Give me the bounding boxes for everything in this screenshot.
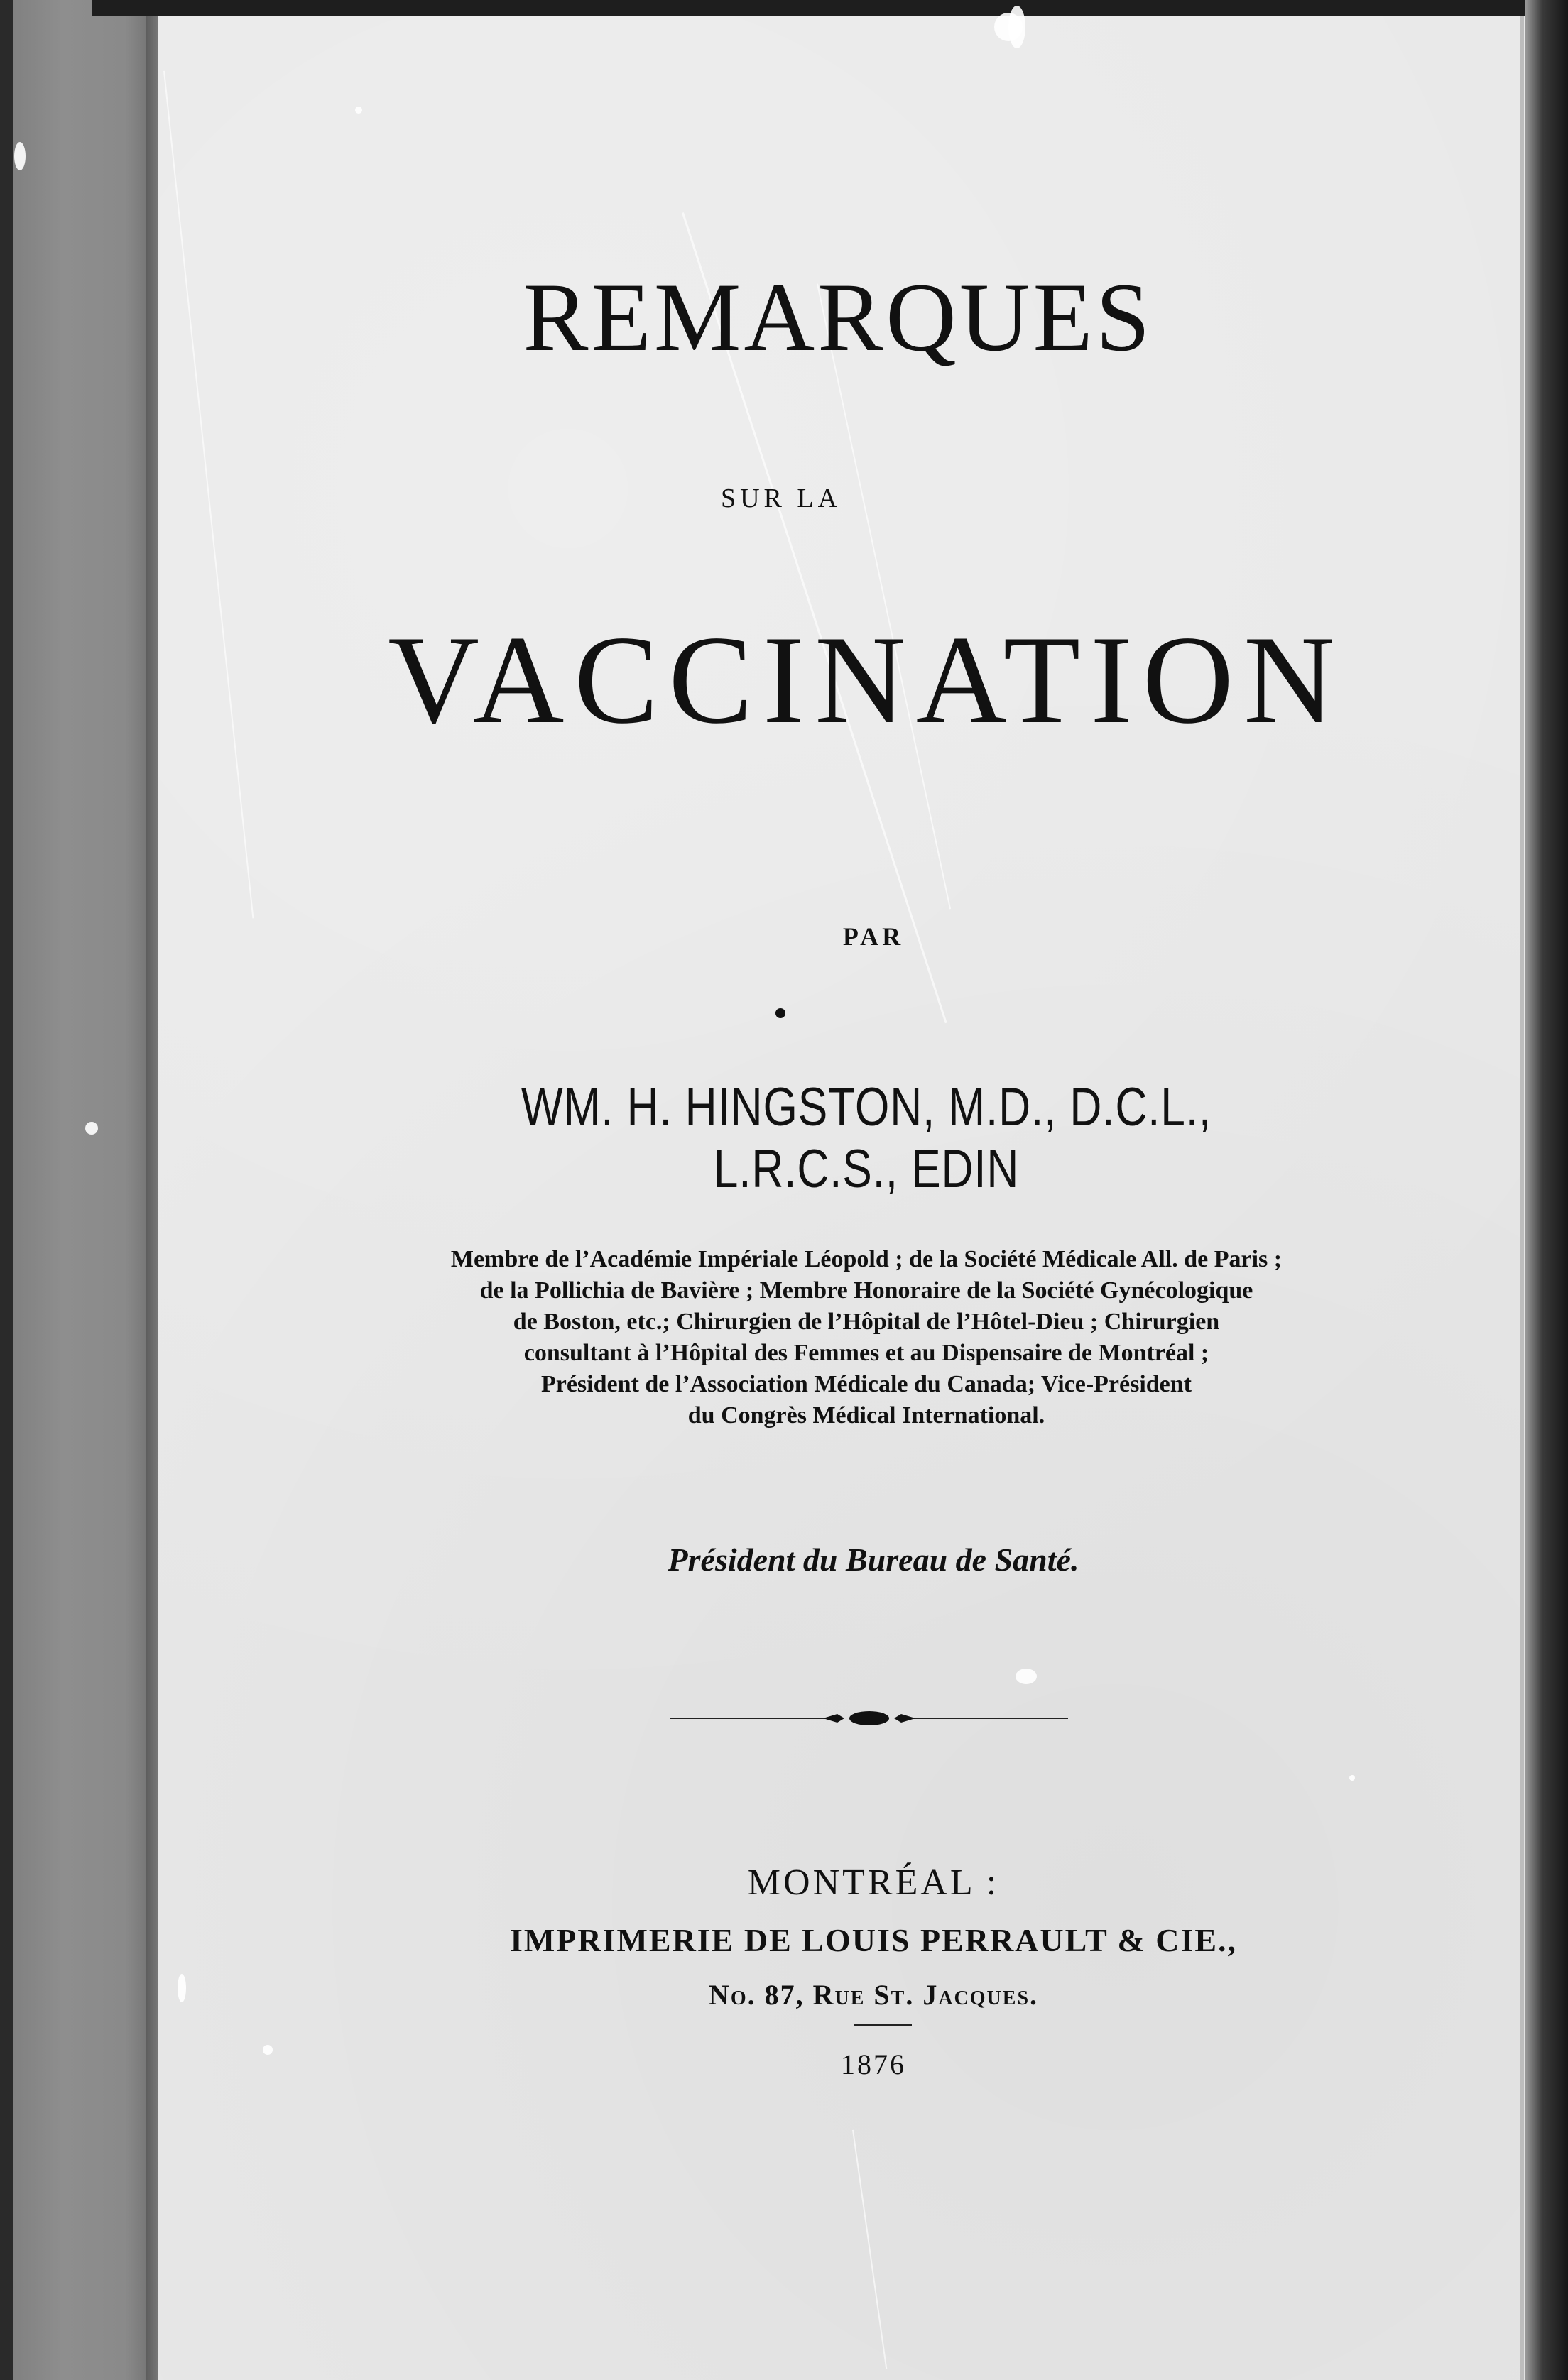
- ornament-divider: [670, 1704, 1068, 1732]
- credential-line: Président de l’Association Médicale du Canada; Vice-Président: [540, 1371, 1192, 1397]
- imprint-city: MONTRÉAL :: [747, 1862, 1000, 1903]
- scan-edge-right: [1525, 0, 1568, 2380]
- scan-speck: [355, 107, 362, 114]
- scan-speck: [1016, 1669, 1037, 1684]
- by-label: PAR: [842, 922, 905, 951]
- scan-edge-left: [0, 0, 13, 2380]
- scan-speck: [263, 2045, 273, 2055]
- credential-line: de la Pollichia de Bavière ; Membre Honoraire de la Société Gynécologique: [479, 1277, 1253, 1304]
- scan-edge-top: [92, 0, 1568, 16]
- page-right-edge: [1520, 16, 1524, 2380]
- author-credentials: [298, 1244, 1434, 1431]
- title-remarques: REMARQUES: [523, 263, 1153, 371]
- scan-speck: [178, 1974, 186, 2002]
- scan-speck: [1349, 1775, 1355, 1781]
- book-binding: [0, 0, 156, 2380]
- title-vaccination: VACCINATION: [388, 609, 1345, 750]
- credential-line: consultant à l’Hôpital des Femmes et au Dispensaire de Montréal ;: [523, 1340, 1209, 1366]
- scan-speck: [1008, 6, 1025, 48]
- credential-line: du Congrès Médical International.: [687, 1402, 1045, 1429]
- bullet-dot: [775, 1008, 785, 1018]
- scan-speck: [14, 142, 26, 170]
- scan-speck: [85, 1122, 98, 1135]
- publication-year: 1876: [841, 2048, 906, 2080]
- bureau-title: Président du Bureau de Santé.: [668, 1541, 1079, 1578]
- imprint-address: No. 87, Rue St. Jacques.: [708, 1979, 1039, 2011]
- imprint-rule: [854, 2024, 912, 2026]
- credential-line: Membre de l’Académie Impériale Léopold ; de la Société Médicale All. de Paris ;: [450, 1246, 1283, 1272]
- imprint-printer: IMPRIMERIE DE LOUIS PERRAULT & CIE.,: [509, 1922, 1238, 1958]
- author-name: WM. H. HINGSTON, M.D., D.C.L., L.R.C.S., EDIN: [521, 1077, 1212, 1199]
- title-connector: SUR LA: [720, 484, 842, 513]
- credential-line: de Boston, etc.; Chirurgien de l’Hôpital de l’Hôtel-Dieu ; Chirurgien: [513, 1309, 1220, 1335]
